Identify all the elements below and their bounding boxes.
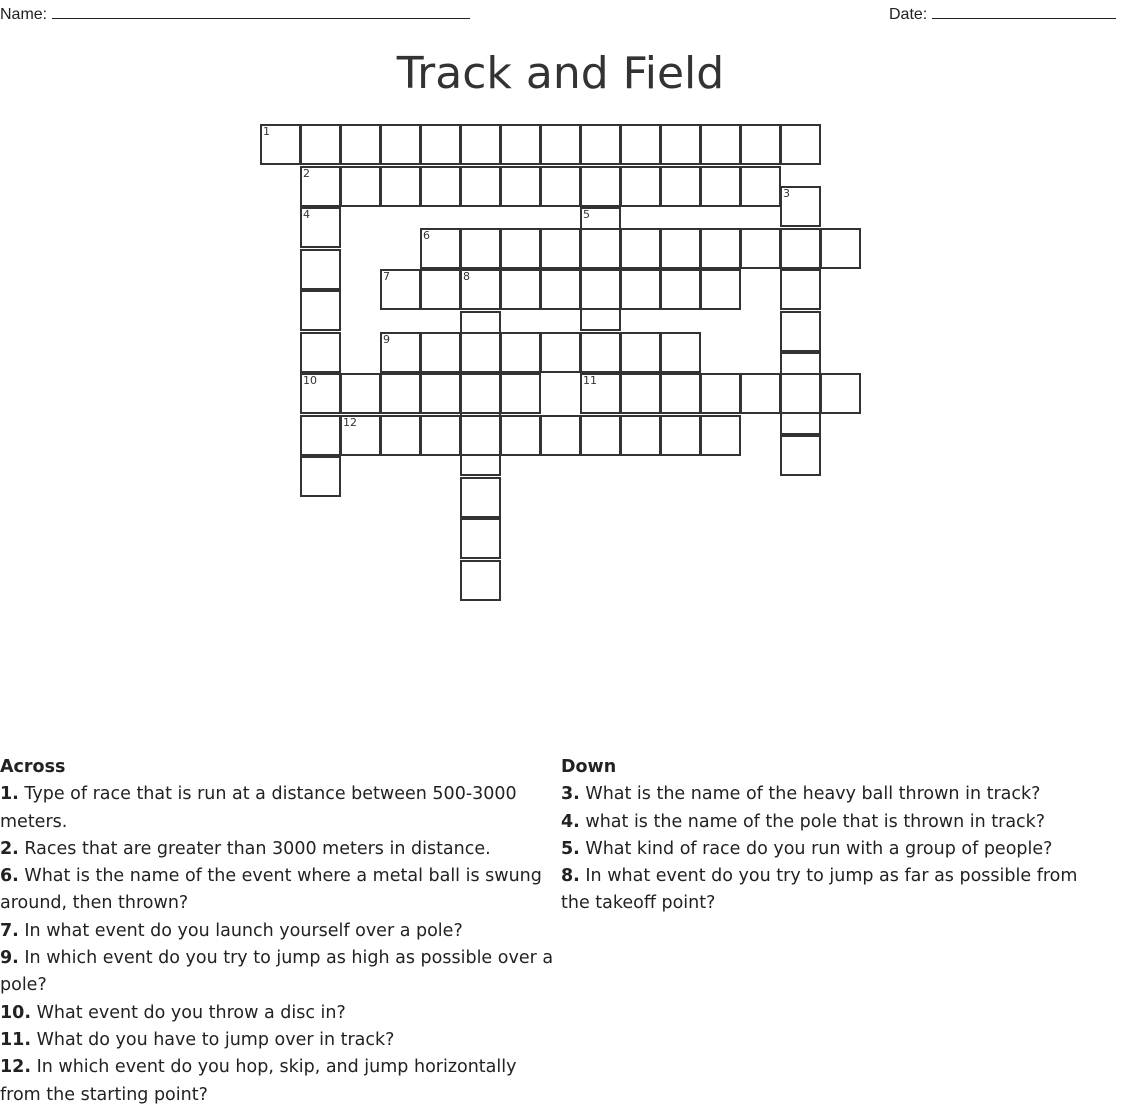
crossword-cell[interactable] bbox=[580, 124, 621, 165]
crossword-cell[interactable] bbox=[500, 415, 541, 456]
clue-number: 8 bbox=[463, 270, 470, 284]
date-line[interactable] bbox=[932, 4, 1116, 19]
clue-number: 10 bbox=[303, 374, 317, 387]
clue-text: In which event do you try to jump as high as possible over a pole? bbox=[0, 948, 554, 996]
crossword-cell[interactable] bbox=[300, 415, 341, 456]
down-clue bbox=[561, 809, 1106, 836]
crossword-cell[interactable] bbox=[620, 269, 661, 310]
down-clue bbox=[561, 781, 1106, 808]
clue-text: what is the name of the pole that is thrown in track? bbox=[579, 811, 1046, 832]
crossword-cell[interactable] bbox=[500, 269, 541, 310]
crossword-cell[interactable] bbox=[460, 415, 501, 456]
clue-number: 7. bbox=[0, 920, 19, 941]
clue-number: 12 bbox=[343, 415, 357, 429]
crossword-cell[interactable] bbox=[540, 228, 581, 269]
crossword-cell[interactable] bbox=[780, 186, 821, 227]
crossword-cell[interactable] bbox=[380, 332, 421, 373]
down-clues bbox=[561, 754, 1106, 918]
crossword-cell[interactable] bbox=[300, 166, 341, 207]
clue-number: 6 bbox=[423, 228, 430, 242]
crossword-cell[interactable] bbox=[420, 332, 461, 373]
crossword-cell[interactable] bbox=[660, 415, 701, 456]
crossword-cell[interactable] bbox=[460, 228, 501, 269]
crossword-cell[interactable] bbox=[420, 373, 461, 414]
crossword-cell[interactable] bbox=[780, 124, 821, 165]
crossword-cell[interactable] bbox=[780, 311, 821, 352]
crossword-cell[interactable] bbox=[380, 373, 421, 414]
crossword-cell[interactable] bbox=[500, 332, 541, 373]
clue-number: 3 bbox=[783, 187, 790, 201]
crossword-cell[interactable] bbox=[420, 124, 461, 165]
across-clue bbox=[0, 945, 556, 1000]
crossword-cell[interactable] bbox=[580, 269, 621, 310]
crossword-cell[interactable] bbox=[340, 124, 381, 165]
clue-number: 1. bbox=[0, 784, 19, 805]
crossword-cell[interactable] bbox=[820, 228, 861, 269]
crossword-cell[interactable] bbox=[740, 228, 781, 269]
crossword-cell[interactable] bbox=[460, 477, 501, 518]
down-clue bbox=[561, 863, 1106, 918]
crossword-cell[interactable] bbox=[660, 124, 701, 165]
crossword-cell[interactable] bbox=[660, 269, 701, 310]
crossword-cell[interactable] bbox=[820, 373, 861, 414]
crossword-cell[interactable] bbox=[780, 269, 821, 310]
crossword-cell[interactable] bbox=[380, 166, 421, 207]
crossword-cell[interactable] bbox=[620, 415, 661, 456]
clue-number: 7 bbox=[383, 270, 390, 284]
clue-text: What is the name of the event where a metal ball is swung around, then thrown? bbox=[0, 866, 542, 914]
across-clue-list bbox=[0, 781, 556, 1109]
crossword-cell[interactable] bbox=[780, 373, 821, 414]
crossword-cell[interactable] bbox=[740, 124, 781, 165]
crossword-cell[interactable] bbox=[740, 373, 781, 414]
crossword-cell[interactable] bbox=[300, 124, 341, 165]
crossword-cell[interactable] bbox=[780, 435, 821, 476]
clue-number: 11. bbox=[0, 1029, 32, 1050]
crossword-cell[interactable] bbox=[380, 269, 421, 310]
crossword-cell[interactable] bbox=[700, 373, 741, 414]
clue-text: Races that are greater than 3000 meters in distance. bbox=[18, 838, 491, 859]
down-clue-list bbox=[561, 781, 1106, 917]
clue-number: 12. bbox=[0, 1057, 32, 1078]
crossword-cell[interactable] bbox=[700, 269, 741, 310]
clue-number: 6. bbox=[0, 866, 19, 887]
crossword-cell[interactable] bbox=[580, 332, 621, 373]
date-label: Date: bbox=[889, 6, 928, 23]
crossword-cell[interactable] bbox=[340, 415, 381, 456]
crossword-cell[interactable] bbox=[540, 166, 581, 207]
clue-text: In which event do you hop, skip, and jump horizontally from the starting point? bbox=[0, 1057, 517, 1105]
clue-text: In what event do you try to jump as far as possible from the takeoff point? bbox=[561, 866, 1078, 914]
crossword-cell[interactable] bbox=[300, 332, 341, 373]
name-field[interactable] bbox=[0, 4, 470, 24]
crossword-cell[interactable] bbox=[700, 228, 741, 269]
clue-number: 1 bbox=[263, 125, 270, 138]
crossword-cell[interactable] bbox=[540, 332, 581, 373]
down-clue bbox=[561, 836, 1106, 863]
crossword-cell[interactable] bbox=[260, 124, 301, 165]
crossword-cell[interactable] bbox=[620, 332, 661, 373]
crossword-cell[interactable] bbox=[620, 373, 661, 414]
crossword-cell[interactable] bbox=[580, 415, 621, 456]
crossword-cell[interactable] bbox=[580, 373, 621, 414]
crossword-cell[interactable] bbox=[580, 228, 621, 269]
across-clue bbox=[0, 781, 556, 836]
clue-number: 2. bbox=[0, 838, 19, 859]
crossword-cell[interactable] bbox=[700, 124, 741, 165]
crossword-cell[interactable] bbox=[700, 415, 741, 456]
clue-number: 5 bbox=[583, 208, 590, 221]
crossword-cell[interactable] bbox=[460, 373, 501, 414]
crossword-cell[interactable] bbox=[460, 124, 501, 165]
crossword-cell[interactable] bbox=[500, 166, 541, 207]
crossword-cell[interactable] bbox=[620, 124, 661, 165]
across-clue bbox=[0, 1027, 556, 1054]
name-label: Name: bbox=[0, 6, 48, 23]
crossword-cell[interactable] bbox=[500, 228, 541, 269]
crossword-cell[interactable] bbox=[540, 415, 581, 456]
crossword-cell[interactable] bbox=[660, 228, 701, 269]
across-clue bbox=[0, 836, 556, 863]
page-title: Track and Field bbox=[396, 48, 725, 99]
crossword-cell[interactable] bbox=[540, 269, 581, 310]
crossword-cell[interactable] bbox=[300, 290, 341, 331]
across-clues bbox=[0, 754, 556, 1109]
crossword-cell[interactable] bbox=[460, 332, 501, 373]
across-clue bbox=[0, 1000, 556, 1027]
across-clue bbox=[0, 863, 556, 918]
crossword-cell[interactable] bbox=[580, 166, 621, 207]
crossword-cell[interactable] bbox=[540, 124, 581, 165]
clue-number: 11 bbox=[583, 374, 597, 387]
clue-text: What event do you throw a disc in? bbox=[31, 1002, 346, 1023]
crossword-cell[interactable] bbox=[340, 373, 381, 414]
crossword-cell[interactable] bbox=[460, 518, 501, 559]
crossword-cell[interactable] bbox=[300, 207, 341, 248]
name-line[interactable] bbox=[52, 4, 470, 19]
crossword-cell[interactable] bbox=[420, 269, 461, 310]
clue-number: 9 bbox=[383, 332, 390, 346]
crossword-cell[interactable] bbox=[700, 166, 741, 207]
crossword-cell[interactable] bbox=[620, 228, 661, 269]
clue-number: 2 bbox=[303, 166, 310, 180]
crossword-cell[interactable] bbox=[300, 373, 341, 414]
crossword-cell[interactable] bbox=[500, 124, 541, 165]
crossword-cell[interactable] bbox=[460, 560, 501, 601]
crossword-cell[interactable] bbox=[740, 166, 781, 207]
clue-number: 8. bbox=[561, 866, 580, 887]
down-heading: Down bbox=[561, 757, 617, 777]
crossword-cell[interactable] bbox=[660, 332, 701, 373]
crossword-cell[interactable] bbox=[660, 373, 701, 414]
across-heading: Across bbox=[0, 757, 66, 777]
clue-text: Type of race that is run at a distance between 500-3000 meters. bbox=[0, 784, 517, 832]
crossword-cell[interactable] bbox=[420, 415, 461, 456]
crossword-cell[interactable] bbox=[620, 166, 661, 207]
crossword-cell[interactable] bbox=[660, 166, 701, 207]
crossword-cell[interactable] bbox=[420, 166, 461, 207]
clue-number: 3. bbox=[561, 784, 580, 805]
crossword-cell[interactable] bbox=[380, 415, 421, 456]
crossword-cell[interactable] bbox=[500, 373, 541, 414]
clue-number: 4. bbox=[561, 811, 580, 832]
crossword-cell[interactable] bbox=[340, 166, 381, 207]
crossword-cell[interactable] bbox=[420, 228, 461, 269]
clue-text: What do you have to jump over in track? bbox=[31, 1029, 395, 1050]
clue-text: What is the name of the heavy ball thrown in track? bbox=[579, 784, 1041, 805]
clue-number: 10. bbox=[0, 1002, 32, 1023]
crossword-cell[interactable] bbox=[300, 456, 341, 497]
date-field[interactable] bbox=[889, 4, 1116, 24]
clue-number: 9. bbox=[0, 948, 19, 969]
crossword-cell[interactable] bbox=[380, 124, 421, 165]
crossword-cell[interactable] bbox=[300, 249, 341, 290]
across-clue bbox=[0, 918, 556, 945]
clue-number: 4 bbox=[303, 208, 310, 221]
crossword-cell[interactable] bbox=[780, 228, 821, 269]
crossword-cell[interactable] bbox=[460, 269, 501, 310]
crossword-cell[interactable] bbox=[460, 166, 501, 207]
across-clue bbox=[0, 1054, 556, 1109]
clue-number: 5. bbox=[561, 838, 580, 859]
clue-text: In what event do you launch yourself over a pole? bbox=[18, 920, 463, 941]
clue-text: What kind of race do you run with a group of people? bbox=[579, 838, 1053, 859]
